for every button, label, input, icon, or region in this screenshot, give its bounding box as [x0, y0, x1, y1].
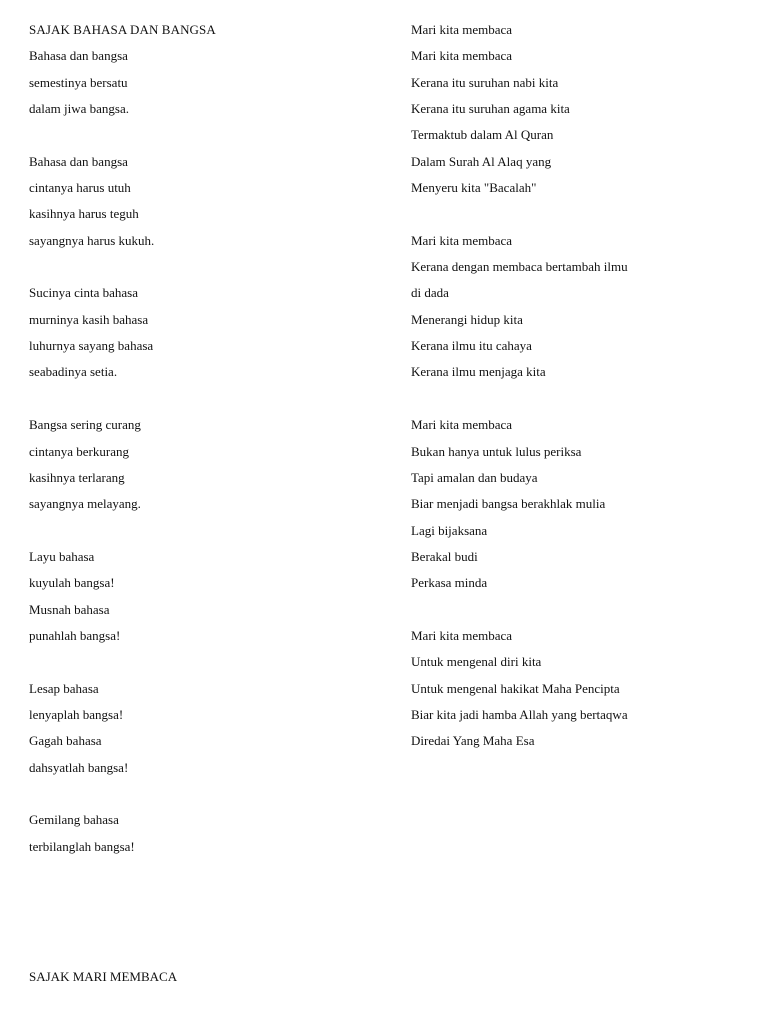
stanza-break [411, 601, 751, 627]
stanza-break [29, 653, 369, 679]
stanza-break [411, 205, 751, 231]
poem-line: punahlah bangsa! [29, 627, 121, 643]
poem-title-bahasa-dan-bangsa: SAJAK BAHASA DAN BANGSA [29, 22, 216, 37]
poem-line: Lagi bijaksana [411, 522, 488, 538]
poem-line: Untuk mengenal hakikat Maha Pencipta [411, 680, 620, 696]
poem-line: Sucinya cinta bahasa [29, 285, 139, 301]
stanza-break [29, 390, 369, 416]
poem-line: murninya kasih bahasa [29, 311, 149, 327]
poem-line: Lesap bahasa [29, 680, 99, 696]
poem-line: Gemilang bahasa [29, 812, 119, 828]
poem-line: Bahasa dan bangsa [29, 153, 128, 169]
poem-line: sayangnya melayang. [29, 496, 141, 512]
poem-line: cintanya berkurang [29, 443, 129, 459]
stanza-break [411, 390, 751, 416]
poem-line: Musnah bahasa [29, 601, 110, 617]
poem-line: Kerana ilmu itu cahaya [411, 338, 532, 354]
poem-title-mari-membaca: SAJAK MARI MEMBACA [29, 969, 178, 984]
poem-line: Perkasa minda [411, 575, 488, 591]
stanza-break [29, 785, 369, 811]
poem-line: Layu bahasa [29, 548, 95, 564]
poem-line: Mari kita membaca [411, 48, 513, 64]
poem-line: Bangsa sering curang [29, 417, 141, 433]
poem-line: Kerana ilmu menjaga kita [411, 364, 546, 380]
poem-line: Bahasa dan bangsa [29, 48, 128, 64]
poem-line: Mari kita membaca [411, 627, 513, 643]
poem-line: Mari kita membaca [411, 417, 513, 433]
poem-line: Mari kita membaca [411, 22, 513, 37]
poem-line: Menerangi hidup kita [411, 311, 523, 327]
poem-line: di dada [411, 285, 449, 301]
poem-line: Biar kita jadi hamba Allah yang bertaqwa [411, 706, 628, 722]
poem-line: kuyulah bangsa! [29, 575, 115, 591]
poem-line: terbilanglah bangsa! [29, 838, 135, 854]
poem-line: Termaktub dalam Al Quran [411, 127, 554, 143]
poem-line: kasihnya harus teguh [29, 206, 139, 222]
poem-line: cintanya harus utuh [29, 180, 131, 196]
poem-line: lenyaplah bangsa! [29, 706, 124, 722]
poem-line: Mari kita membaca [411, 232, 513, 248]
poem-line: Diredai Yang Maha Esa [411, 733, 535, 749]
poem-line: Menyeru kita "Bacalah" [411, 180, 537, 196]
poem-line: Berakal budi [411, 548, 478, 564]
poem-line: Kerana dengan membaca bertambah ilmu [411, 259, 628, 275]
poem-line: Tapi amalan dan budaya [411, 469, 538, 485]
poem-line: Dalam Surah Al Alaq yang [411, 153, 552, 169]
poem-line: Untuk mengenal diri kita [411, 654, 542, 670]
poem-column-left [29, 21, 369, 864]
stanza-break [29, 126, 369, 152]
stanza-break [29, 522, 369, 548]
poem-line: sayangnya harus kukuh. [29, 232, 155, 248]
poem-column-right [411, 21, 751, 759]
poem-line: Kerana itu suruhan nabi kita [411, 74, 559, 90]
poem-line: dahsyatlah bangsa! [29, 759, 129, 775]
poem-line: Bukan hanya untuk lulus periksa [411, 443, 582, 459]
poem-line: Kerana itu suruhan agama kita [411, 101, 570, 117]
poem-line: dalam jiwa bangsa. [29, 101, 129, 117]
poem-line: Biar menjadi bangsa berakhlak mulia [411, 496, 606, 512]
poem-line: semestinya bersatu [29, 74, 128, 90]
stanza-break [29, 258, 369, 284]
poem-line: Gagah bahasa [29, 733, 102, 749]
poem-line: seabadinya setia. [29, 364, 118, 380]
poem-line: luhurnya sayang bahasa [29, 338, 154, 354]
poem-line: kasihnya terlarang [29, 469, 125, 485]
